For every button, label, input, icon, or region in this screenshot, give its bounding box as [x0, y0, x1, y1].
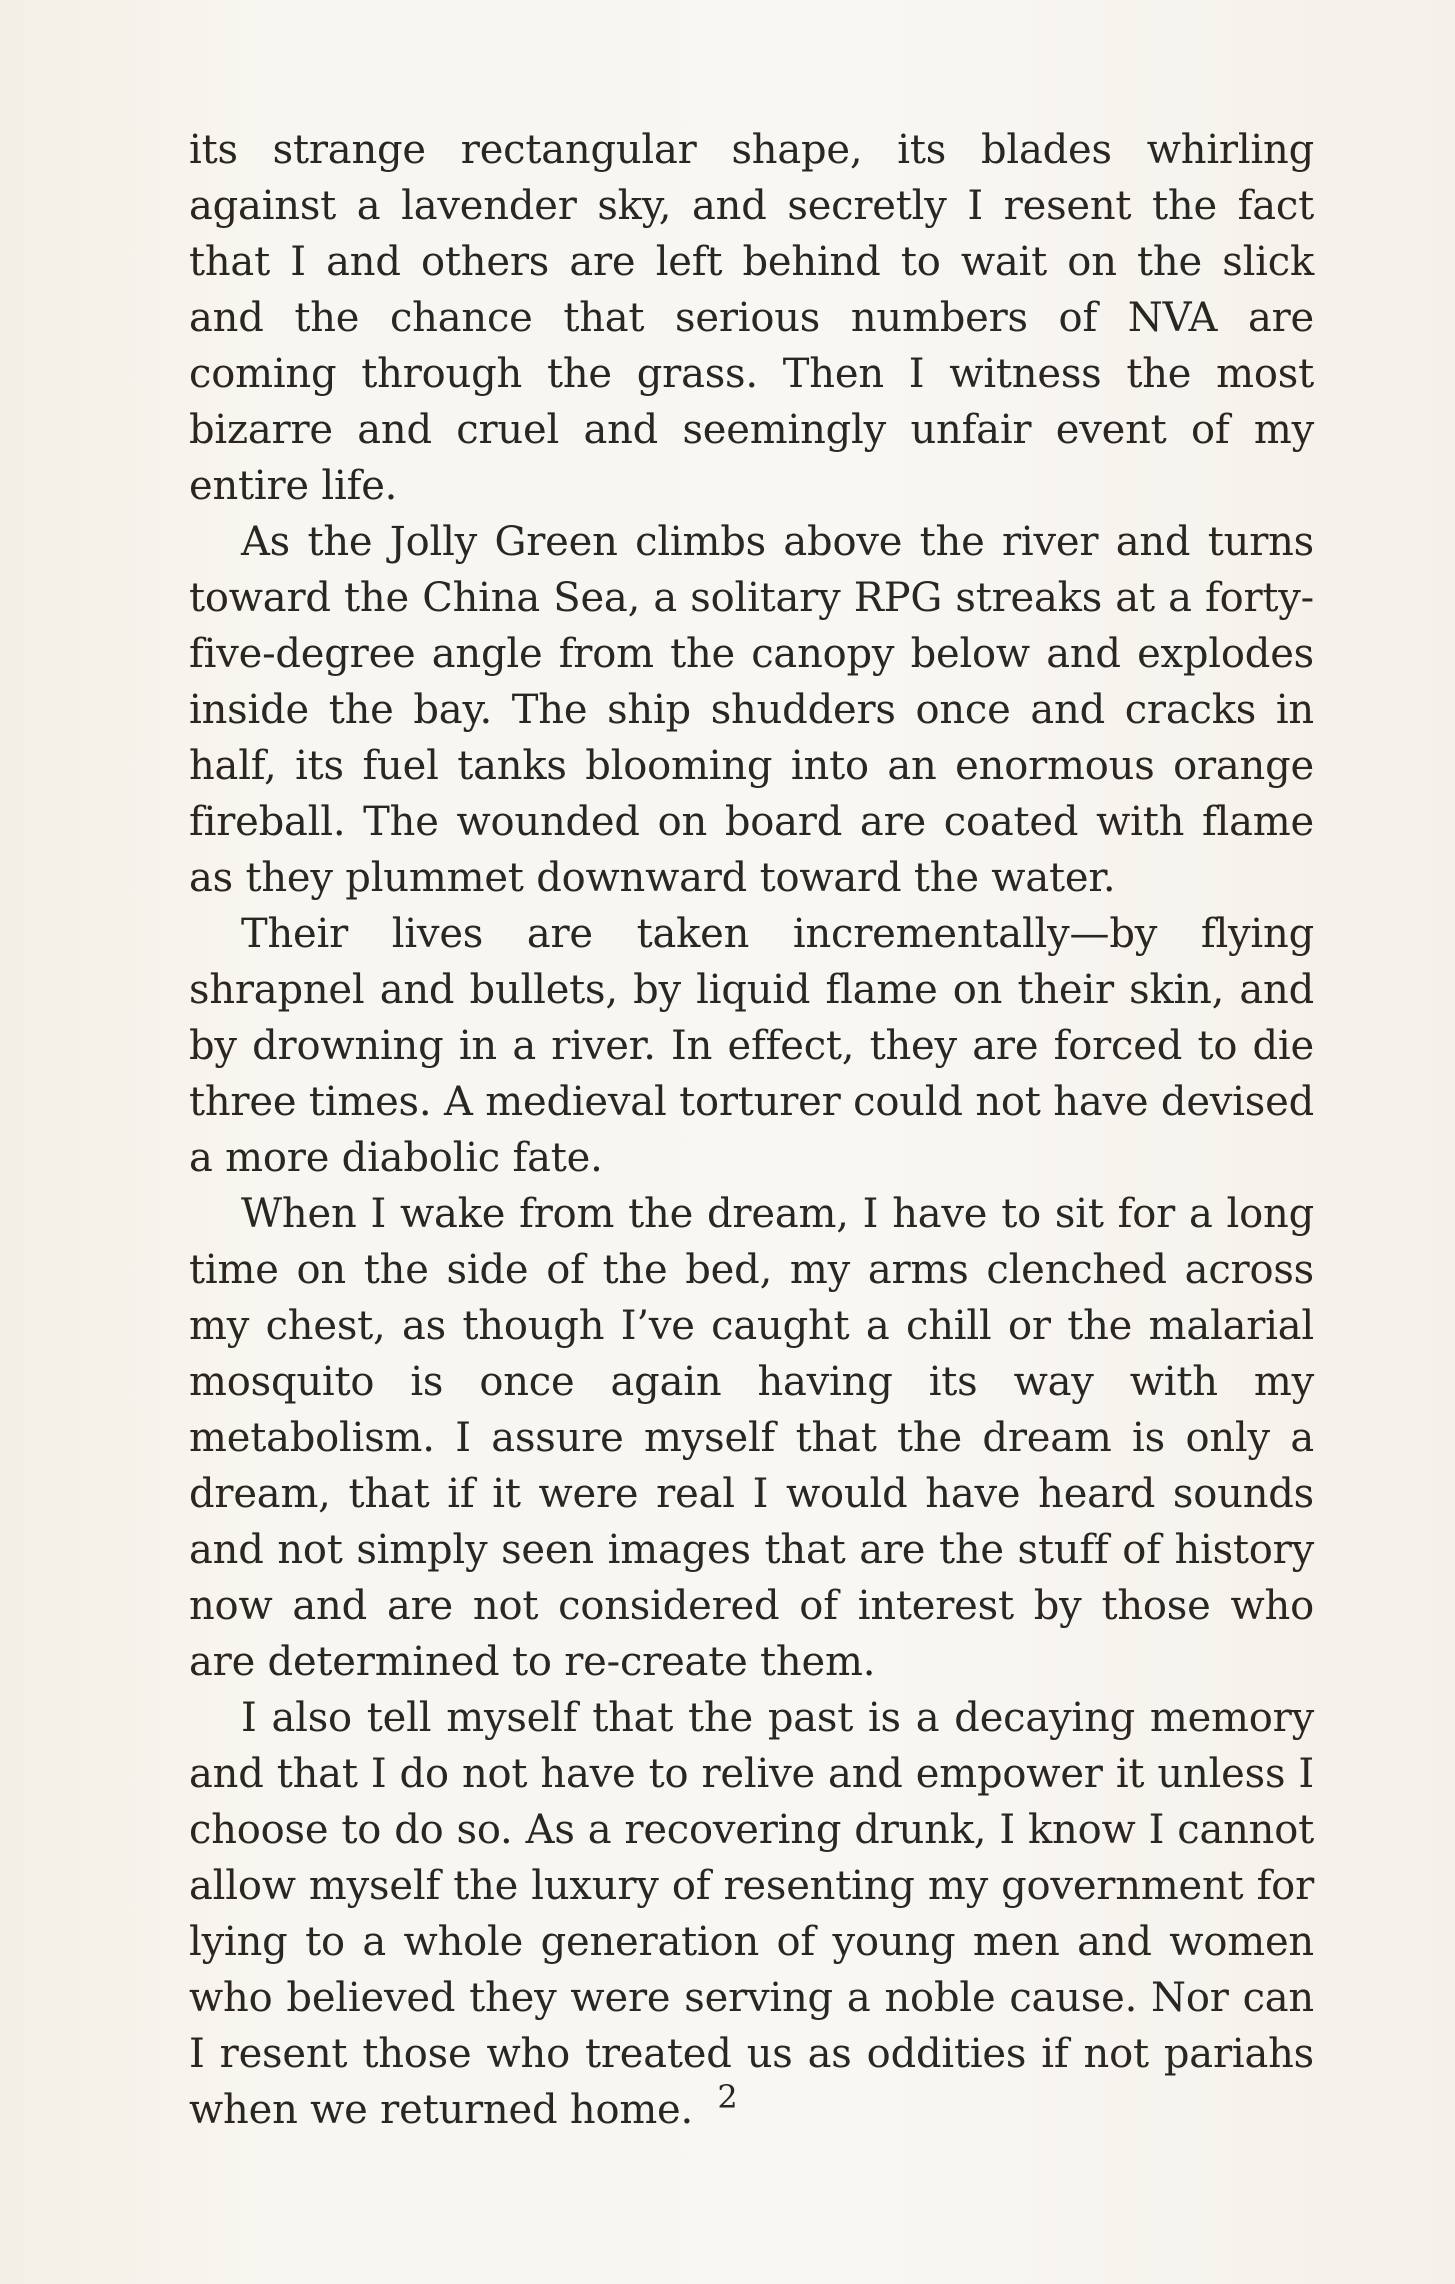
body-text: [189, 122, 1314, 2138]
paragraph-4: When I wake from the dream, I have to sit for a long time on the side of the bed, my arms clenched across my chest, as though I’ve caught a chill or the malarial mosquito is once again having its way with my metabolism. I assure myself that the dream is only a dream, that if it were real I would have heard sounds and not simply seen images that are the stuff of history now and are not considered of interest by those who are determined to re-create them.: [189, 1191, 1314, 1685]
paragraph-5: I also tell myself that the past is a decaying memory and that I do not have to relive and empower it unless I choose to do so. As a recovering drunk, I know I cannot allow myself the luxury of resenting my government for lying to a whole generation of young men and women who believed they were serving a noble cause. Nor can I resent those who treated us as oddities if not pariahs when we returned home.: [189, 1695, 1314, 2133]
paragraph-3: Their lives are taken incrementally—by flying shrapnel and bullets, by liquid flame on their skin, and by drowning in a river. In effect, they are forced to die three times. A medieval torturer could not have devised a more diabolic fate.: [189, 911, 1314, 1181]
paragraph-1: its strange rectangular shape, its blades whirling against a lavender sky, and secretly I resent the fact that I and others are left behind to wait on the slick and the chance that serious numbers of NVA are coming through the grass. Then I witness the most bizarre and cruel and seemingly unfair event of my entire life.: [189, 127, 1314, 509]
paragraph-2: As the Jolly Green climbs above the river and turns toward the China Sea, a solitary RPG streaks at a forty-five-degree angle from the canopy below and explodes inside the bay. The ship shudders once and cracks in half, its fuel tanks blooming into an enormous orange fireball. The wounded on board are coated with flame as they plummet downward toward the water.: [189, 519, 1314, 901]
page-number: 2: [717, 2078, 738, 2116]
